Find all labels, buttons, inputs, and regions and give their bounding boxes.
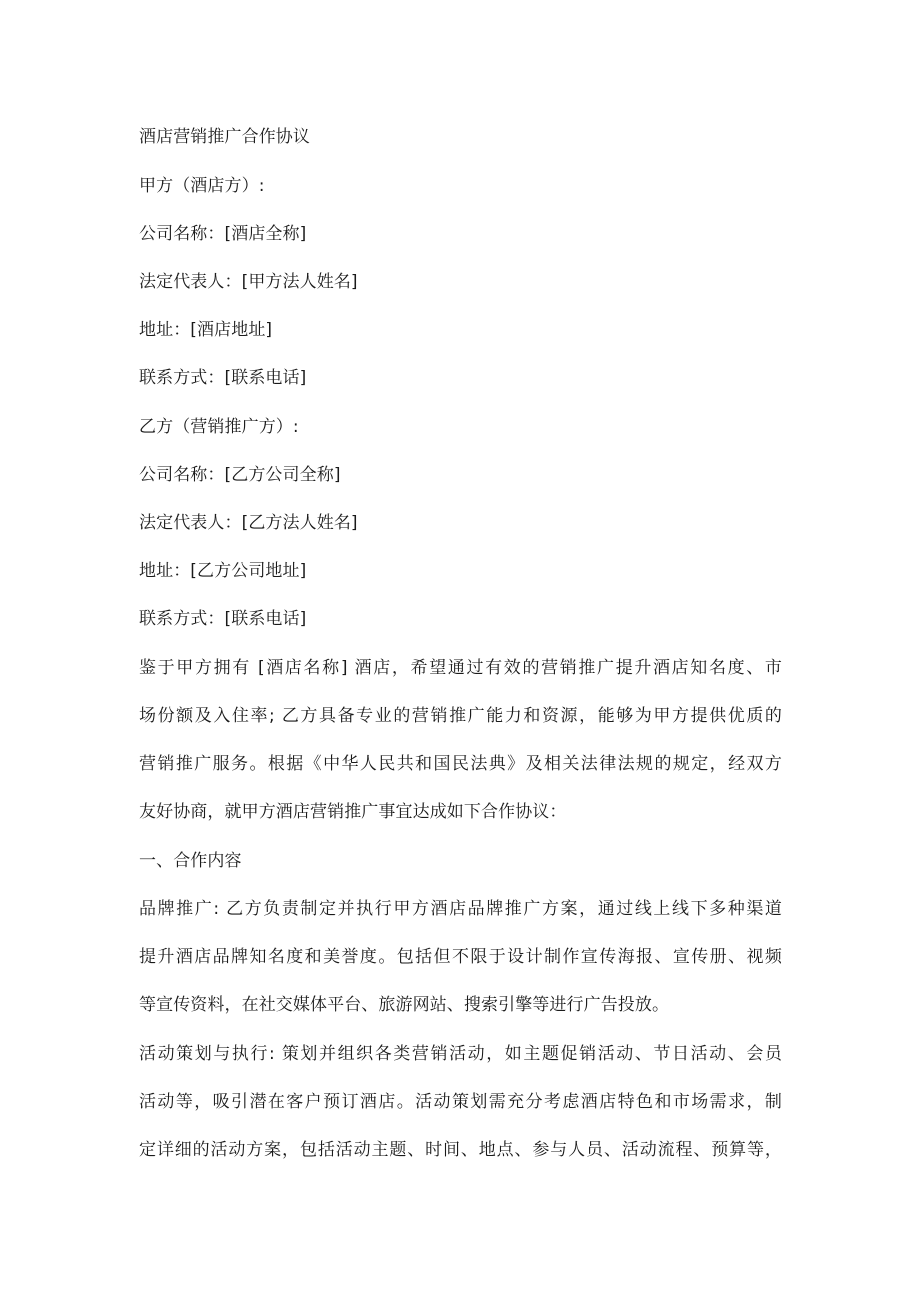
party-b-representative: 法定代表人：[乙方法人姓名] bbox=[139, 513, 358, 533]
party-b-address: 地址：[乙方公司地址] bbox=[139, 561, 307, 581]
preamble-line: 营销推广服务。根据《中华人民共和国民法典》及相关法律法规的规定，经双方 bbox=[139, 754, 782, 774]
brand-promotion-line: 品牌推广: 乙方负责制定并执行甲方酒店品牌推广方案，通过线上线下多种渠道 bbox=[139, 899, 782, 919]
preamble-line: 鉴于甲方拥有 [酒店名称] 酒店，希望通过有效的营销推广提升酒店知名度、市 bbox=[139, 658, 782, 678]
brand-promotion-line: 等宣传资料，在社交媒体平台、旅游网站、搜索引擎等进行广告投放。 bbox=[139, 995, 670, 1015]
party-a-representative: 法定代表人：[甲方法人姓名] bbox=[139, 272, 358, 292]
event-planning-line: 定详细的活动方案，包括活动主题、时间、地点、参与人员、活动流程、预算等， bbox=[139, 1140, 782, 1160]
brand-promotion-line: 提升酒店品牌知名度和美誉度。包括但不限于设计制作宣传海报、宣传册、视频 bbox=[139, 947, 782, 967]
section-heading: 一、合作内容 bbox=[139, 851, 242, 871]
party-b-company: 公司名称：[乙方公司全称] bbox=[139, 465, 341, 485]
preamble-line: 友好协商，就甲方酒店营销推广事宜达成如下合作协议： bbox=[139, 802, 567, 822]
document-title: 酒店营销推广合作协议 bbox=[139, 127, 310, 147]
party-b-heading: 乙方（营销推广方）: bbox=[139, 417, 299, 437]
party-a-company: 公司名称：[酒店全称] bbox=[139, 224, 307, 244]
party-a-address: 地址：[酒店地址] bbox=[139, 320, 273, 340]
party-a-contact: 联系方式：[联系电话] bbox=[139, 368, 307, 388]
party-a-heading: 甲方（酒店方）: bbox=[139, 176, 265, 196]
preamble-line: 场份额及入住率; 乙方具备专业的营销推广能力和资源，能够为甲方提供优质的 bbox=[139, 706, 782, 726]
event-planning-line: 活动策划与执行: 策划并组织各类营销活动，如主题促销活动、节日活动、会员 bbox=[139, 1044, 782, 1064]
party-b-contact: 联系方式：[联系电话] bbox=[139, 609, 307, 629]
event-planning-line: 活动等，吸引潜在客户预订酒店。活动策划需充分考虑酒店特色和市场需求，制 bbox=[139, 1092, 782, 1112]
